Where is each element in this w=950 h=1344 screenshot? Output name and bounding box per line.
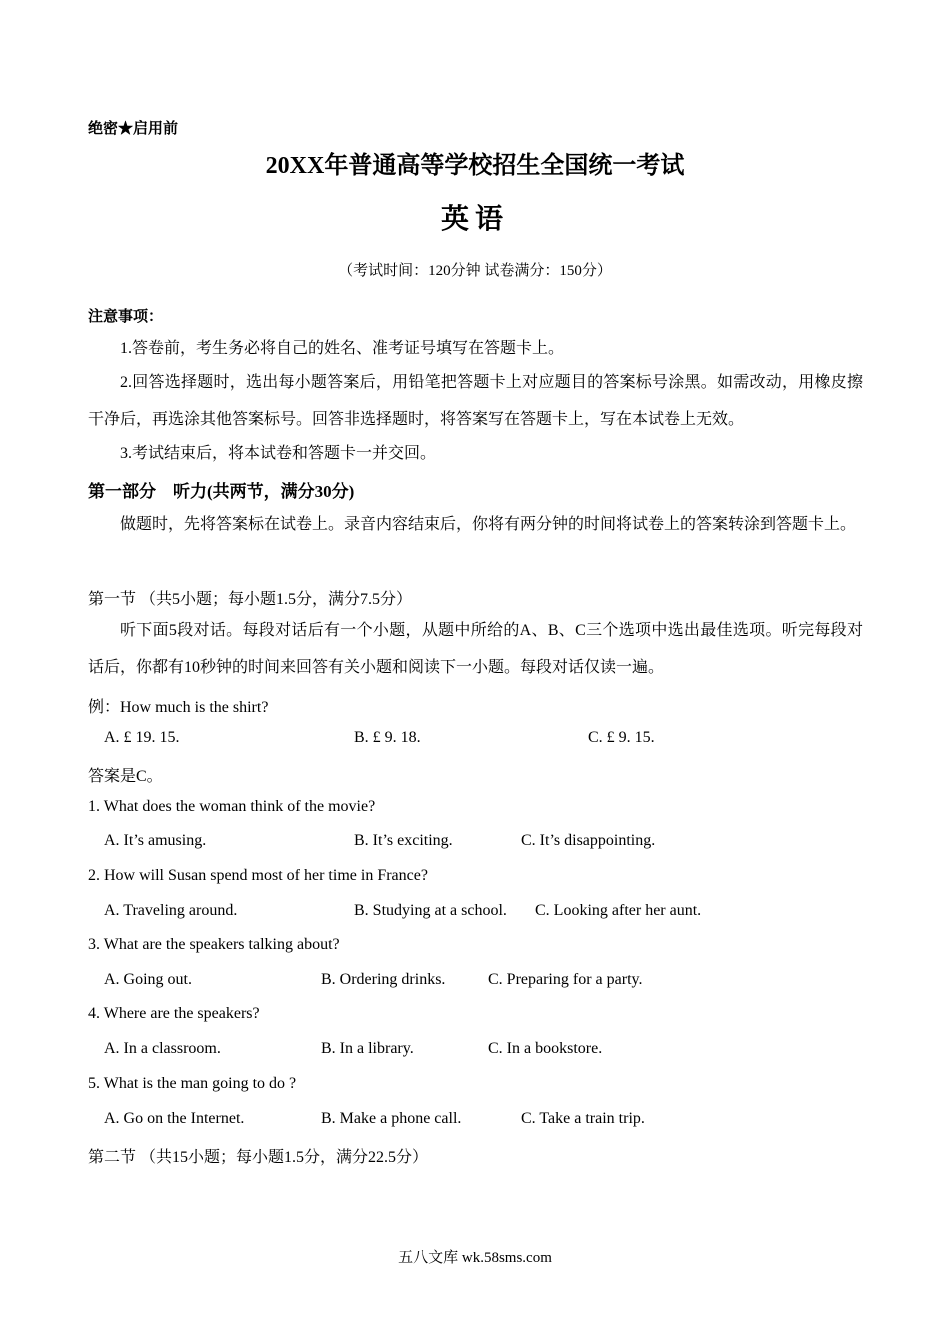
example-option-b: B. £ 9. 18. (354, 729, 421, 746)
q4-option-c: C. In a bookstore. (488, 1040, 603, 1057)
question-2: 2. How will Susan spend most of her time in France? (88, 867, 428, 884)
example-option-c: C. £ 9. 15. (588, 729, 655, 746)
q3-option-c: C. Preparing for a party. (488, 971, 643, 988)
notes-heading: 注意事项： (88, 309, 164, 325)
example-answer: 答案是C。 (88, 768, 163, 785)
exam-title: 20XX年普通高等学校招生全国统一考试 (265, 153, 685, 179)
question-1: 1. What does the woman think of the movie? (88, 798, 376, 815)
q1-option-a: A. It’s amusing. (104, 832, 207, 849)
footer-watermark: 五八文库 wk.58sms.com (398, 1250, 552, 1266)
subject-title: 英语 (440, 204, 509, 235)
q2-option-c: C. Looking after her aunt. (535, 902, 702, 919)
q3-option-b: B. Ordering drinks. (321, 971, 446, 988)
example-option-a: A. £ 19. 15. (104, 729, 180, 746)
q2-option-a: A. Traveling around. (104, 902, 238, 919)
section2-heading: 第二节 （共15小题；每小题1.5分，满分22.5分） (88, 1149, 429, 1166)
note-item-1: 1.答卷前，考生务必将自己的姓名、准考证号填写在答题卡上。 (120, 340, 565, 357)
part1-heading: 第一部分 听力(共两节，满分30分) (88, 482, 355, 501)
q4-option-b: B. In a library. (321, 1040, 414, 1057)
q5-option-b: B. Make a phone call. (321, 1110, 462, 1127)
q3-option-a: A. Going out. (104, 971, 192, 988)
question-5: 5. What is the man going to do ? (88, 1075, 297, 1092)
q1-option-c: C. It’s disappointing. (521, 832, 656, 849)
question-4: 4. Where are the speakers? (88, 1005, 260, 1022)
part1-intro: 做题时，先将答案标在试卷上。录音内容结束后，你将有两分钟的时间将试卷上的答案转涂到答题卡上。 (120, 516, 857, 533)
q1-option-b: B. It’s exciting. (354, 832, 453, 849)
question-3: 3. What are the speakers talking about? (88, 936, 340, 953)
q5-option-c: C. Take a train trip. (521, 1110, 645, 1127)
secret-label: 绝密★启用前 (88, 121, 179, 137)
example-question: 例：How much is the shirt? (88, 699, 269, 716)
q2-option-b: B. Studying at a school. (354, 902, 507, 919)
section1-heading: 第一节 （共5小题；每小题1.5分，满分7.5分） (88, 591, 413, 608)
q5-option-a: A. Go on the Internet. (104, 1110, 245, 1127)
note-item-3: 3.考试结束后，将本试卷和答题卡一并交回。 (120, 445, 437, 462)
time-info: （考试时间：120分钟 试卷满分：150分） (338, 263, 612, 279)
q4-option-a: A. In a classroom. (104, 1040, 221, 1057)
section1-intro: 听下面5段对话。每段对话后有一个小题，从题中所给的A、B、C三个选项中选出最佳选项。听完每段对话后，你都有10秒钟的时间来回答有关小题和阅读下一小题。每段对话仅读一遍。 (88, 622, 863, 676)
note-item-2: 2.回答选择题时，选出每小题答案后，用铅笔把答题卡上对应题目的答案标号涂黑。如需改动，用橡皮擦干净后，再选涂其他答案标号。回答非选择题时，将答案写在答题卡上，写在本试卷上无效。 (88, 374, 863, 428)
